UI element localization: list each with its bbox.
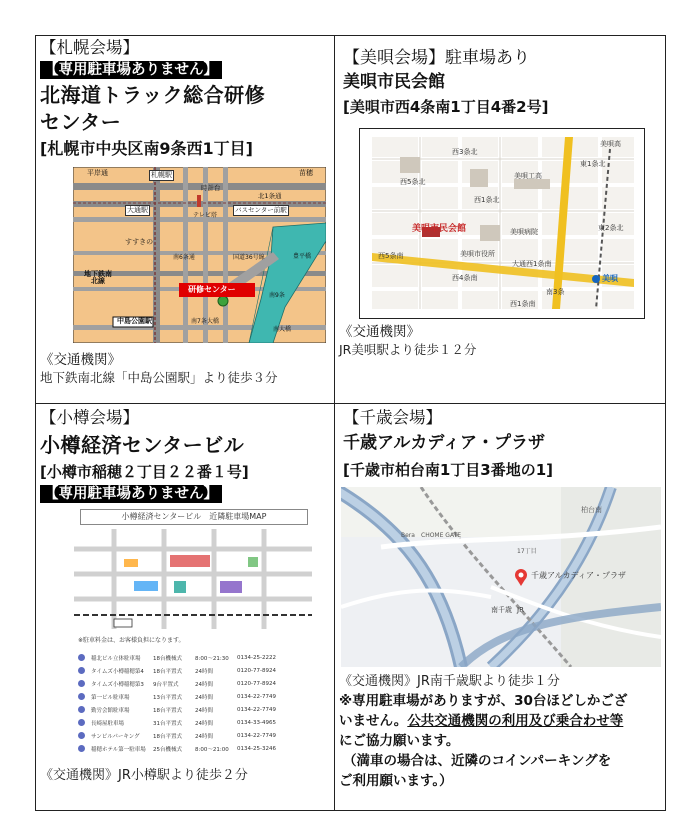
parking-marker-icon bbox=[78, 654, 85, 661]
parking-hours: 8:00～21:00 bbox=[195, 746, 229, 753]
otaru-cell bbox=[36, 404, 335, 811]
parking-marker-icon bbox=[78, 732, 85, 739]
bibai-map-label-nishi5jo-kita: 西5条北 bbox=[400, 178, 426, 186]
parking-hours: 24時間 bbox=[195, 720, 213, 727]
chitose-map-label-17chome: 17丁目 bbox=[517, 548, 537, 555]
sapporo-cell bbox=[36, 36, 335, 404]
otaru-parking-row bbox=[78, 703, 310, 716]
parking-name: 稲北ビル立体駐車場 bbox=[91, 655, 141, 662]
parking-name: サンビルパーキング bbox=[91, 733, 140, 740]
map-label-minami7jo: 南7条大橋 bbox=[191, 318, 219, 325]
otaru-venue-name: 小樽経済センタービル bbox=[40, 433, 245, 457]
parking-name: 勤労会館駐車場 bbox=[91, 707, 130, 714]
chitose-note-line3: にご協力願います。 bbox=[339, 733, 460, 749]
parking-hours: 24時間 bbox=[195, 694, 213, 701]
map-label-odori-station: 大通駅 bbox=[127, 206, 148, 214]
parking-marker-icon bbox=[78, 667, 85, 674]
map-label-clock-tower: 時計台 bbox=[201, 184, 221, 192]
parking-hours: 24時間 bbox=[195, 681, 213, 688]
parking-type: 18台機械式 bbox=[153, 655, 182, 662]
bibai-map-label-minami3jo: 南3条 bbox=[546, 288, 565, 296]
chitose-map-label-chome-gate: CHOME GATE bbox=[421, 532, 462, 539]
bibai-transit-text: JR美唄駅より徒歩１２分 bbox=[339, 342, 477, 357]
chitose-note-line4: （満車の場合は、近隣のコインパーキングを bbox=[343, 753, 612, 769]
parking-type: 31台平置式 bbox=[153, 720, 182, 727]
chitose-note-line5: ご利用願います。） bbox=[339, 773, 453, 789]
parking-hours: 8:00～21:30 bbox=[195, 655, 229, 662]
chitose-venue-name: 千歳アルカディア・プラザ bbox=[343, 433, 545, 453]
bibai-map-label-bibai-high: 美唄高 bbox=[600, 140, 621, 148]
parking-marker-icon bbox=[78, 719, 85, 726]
parking-tel: 0134-25-3246 bbox=[237, 745, 276, 752]
bibai-map-label-higashi1jo-kita: 東1条北 bbox=[580, 160, 606, 168]
chitose-map-label-jr: JR bbox=[517, 606, 524, 614]
otaru-parking-row bbox=[78, 677, 310, 690]
parking-marker-icon bbox=[78, 706, 85, 713]
sapporo-address: [札幌市中央区南9条西1丁目] bbox=[40, 139, 253, 158]
bibai-map-label-venue: 美唄市民会館 bbox=[412, 224, 467, 234]
bibai-map-label-bibai-station: 美唄 bbox=[602, 274, 618, 283]
otaru-address: [小樽市稲穂２丁目２２番１号] bbox=[40, 463, 249, 481]
chitose-note-line2 bbox=[339, 711, 661, 731]
parking-type: 9台平置式 bbox=[153, 681, 179, 688]
map-label-tv-tower: テレビ塔 bbox=[193, 212, 217, 219]
map-label-training-center: 研修センター bbox=[188, 285, 236, 294]
bibai-map-label-nishi5jo-minami: 西5条南 bbox=[378, 252, 404, 260]
parking-tel: 0134-22-7749 bbox=[237, 732, 276, 739]
parking-tel: 0134-25-2222 bbox=[237, 654, 276, 661]
parking-hours: 24時間 bbox=[195, 668, 213, 675]
bibai-map-label-bibai-hospital: 美唄病院 bbox=[510, 228, 538, 236]
otaru-parking-list bbox=[78, 651, 310, 755]
otaru-transit: 《交通機関》JR小樽駅より徒歩２分 bbox=[40, 768, 248, 783]
sapporo-transit-text: 地下鉄南北線「中島公園駅」より徒歩３分 bbox=[40, 370, 278, 385]
otaru-parking-row bbox=[78, 716, 310, 729]
parking-type: 18台平置式 bbox=[153, 733, 182, 740]
bibai-map bbox=[359, 128, 645, 319]
parking-tel: 0134-22-7749 bbox=[237, 706, 276, 713]
map-label-minami-bridge: 南大橋 bbox=[273, 326, 292, 333]
bibai-map-label-odori-nishi1jo-minami: 大通西1条南 bbox=[512, 260, 552, 268]
parking-tel: 0134-22-7749 bbox=[237, 693, 276, 700]
parking-type: 18台平置式 bbox=[153, 668, 182, 675]
chitose-map-label-minami-chitose: 南千歳 bbox=[491, 606, 512, 614]
bibai-cell bbox=[335, 36, 666, 404]
parking-name: タイムズ小樽稲穂第3 bbox=[91, 681, 144, 688]
chitose-map-label-bera: Bera bbox=[401, 532, 415, 539]
map-label-minami6jo: 南6条通 bbox=[173, 254, 195, 261]
otaru-parking-map bbox=[74, 509, 312, 757]
chitose-note-line2-underline: 公共交通機関の利用及び乗合わせ等 bbox=[407, 713, 624, 729]
parking-hours: 24時間 bbox=[195, 733, 213, 740]
bibai-transit-label: 《交通機関》 bbox=[339, 324, 420, 340]
bibai-map-label-city-hall: 美唄市役所 bbox=[460, 250, 495, 258]
parking-type: 18台平置式 bbox=[153, 707, 182, 714]
map-label-naebo: 苗穂 bbox=[299, 169, 313, 177]
bibai-venue-name: 美唄市民会館 bbox=[343, 72, 445, 92]
chitose-map bbox=[341, 487, 661, 667]
chitose-map-label-kashiwadai: 柏台南 bbox=[581, 506, 602, 514]
chitose-address: [千歳市柏台南1丁目3番地の1] bbox=[343, 461, 554, 479]
otaru-parking-row bbox=[78, 742, 310, 755]
sapporo-map-graphic bbox=[73, 167, 326, 343]
otaru-map-graphic bbox=[74, 529, 312, 629]
bibai-map-label-nishi4jo-minami: 西4条南 bbox=[452, 274, 478, 282]
parking-hours: 24時間 bbox=[195, 707, 213, 714]
map-label-kita1jo: 北1条通 bbox=[258, 192, 282, 200]
otaru-parking-row bbox=[78, 729, 310, 742]
chitose-heading: 【千歳会場】 bbox=[343, 408, 442, 427]
otaru-parking-row bbox=[78, 651, 310, 664]
sapporo-map bbox=[73, 167, 326, 343]
parking-name: 第一ビル駐車場 bbox=[91, 694, 130, 701]
map-label-toyohira-bridge: 豊平橋 bbox=[293, 253, 312, 260]
chitose-note-line1: ※専用駐車場がありますが、30台ほどしかござ bbox=[339, 693, 628, 709]
bibai-map-label-nishi3jo-kita: 西3条北 bbox=[452, 148, 478, 156]
parking-tel: 0134-33-4965 bbox=[237, 719, 276, 726]
map-label-sapporo-station: 札幌駅 bbox=[151, 171, 172, 179]
sapporo-venue-name-line1: 北海道トラック総合研修 bbox=[40, 83, 266, 107]
chitose-map-pin-label: 千歳アルカディア・プラザ bbox=[531, 571, 627, 580]
map-label-minami9jo: 南9条 bbox=[269, 292, 285, 299]
otaru-map-title: 小樽経済センタービル 近隣駐車場MAP bbox=[80, 509, 308, 525]
parking-name: 稲穂ホテル第一駐車場 bbox=[91, 746, 146, 753]
parking-marker-icon bbox=[78, 680, 85, 687]
sapporo-no-parking-badge: 【専用駐車場ありません】 bbox=[40, 61, 222, 79]
sapporo-venue-name-line2: センター bbox=[40, 110, 122, 134]
parking-type: 25台機械式 bbox=[153, 746, 182, 753]
sapporo-transit-label: 《交通機関》 bbox=[40, 352, 121, 368]
sapporo-heading: 【札幌会場】 bbox=[40, 38, 139, 57]
map-label-nakajima-koen: 中島公園駅 bbox=[117, 317, 152, 325]
chitose-note-line2-pre: いません。 bbox=[339, 713, 408, 729]
map-label-susukino: すすきの bbox=[125, 238, 154, 246]
map-label-route36: 国道36号線 bbox=[233, 254, 265, 261]
bibai-map-label-nishi1jo-kita: 西1条北 bbox=[474, 196, 500, 204]
chitose-transit: 《交通機関》JR南千歳駅より徒歩１分 bbox=[339, 674, 560, 689]
otaru-heading: 【小樽会場】 bbox=[40, 408, 139, 427]
otaru-parking-row bbox=[78, 690, 310, 703]
chitose-cell bbox=[335, 404, 666, 811]
venue-grid bbox=[35, 35, 666, 811]
parking-name: 長崎屋駐車場 bbox=[91, 720, 125, 727]
bibai-map-label-nishi1jo-minami: 西1条南 bbox=[510, 300, 536, 308]
bibai-heading: 【美唄会場】駐車場あり bbox=[343, 48, 530, 68]
bibai-map-label-higashi2jo-kita: 東2条北 bbox=[598, 224, 624, 232]
parking-marker-icon bbox=[78, 745, 85, 752]
map-label-bus-center: バスセンター前駅 bbox=[235, 206, 287, 214]
parking-tel: 0120-77-8924 bbox=[237, 667, 276, 674]
bibai-map-label-bibai-tech-high: 美唄工高 bbox=[514, 172, 542, 180]
parking-name: タイムズ小樽稲穂第4 bbox=[91, 668, 144, 675]
map-label-hiragishi: 平岸通 bbox=[87, 169, 108, 177]
parking-marker-icon bbox=[78, 693, 85, 700]
parking-tel: 0120-77-8924 bbox=[237, 680, 276, 687]
bibai-address: [美唄市西4条南1丁目4番2号] bbox=[343, 98, 549, 116]
otaru-map-note: ※駐車料金は、お客様負担になります。 bbox=[78, 637, 185, 644]
otaru-no-parking-badge: 【専用駐車場ありません】 bbox=[40, 485, 222, 503]
otaru-parking-row bbox=[78, 664, 310, 677]
map-label-namboku-line: 地下鉄南北線 bbox=[84, 270, 112, 285]
parking-type: 13台平置式 bbox=[153, 694, 182, 701]
